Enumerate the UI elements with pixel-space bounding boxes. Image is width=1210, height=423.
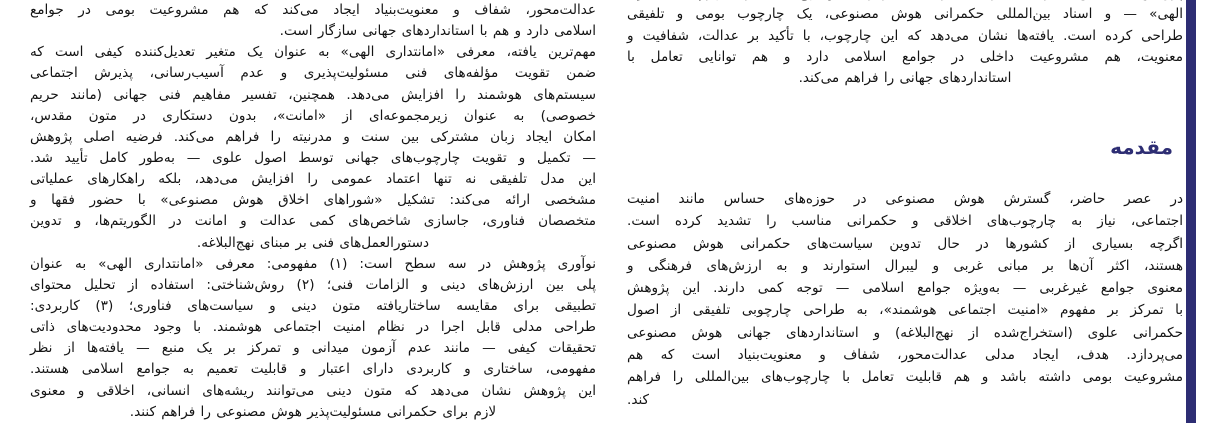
text-line: اسلامی دارد و هم با استانداردهای جهانی سازگار است.: [279, 23, 596, 40]
text-line: معنوی جوامع غیرغربی — به‌ویژه جوامع اسلامی — توجه کمی دارند. این پژوهش: [627, 280, 1183, 297]
text-line: کند.: [627, 391, 650, 408]
text-line: تطبیقی برای مقایسه ساختاریافته متون دینی و سیاست‌های فناوری؛ (۳) کاربردی:: [30, 297, 596, 314]
text-line: سیستم‌های هوشمند را افزایش می‌دهد. همچنین، تفسیر مفاهیم فنی جهانی (مانند حریم: [30, 86, 596, 103]
text-line: الهی» — و اسناد بین‌المللی حکمرانی هوش مصنوعی، یک چارچوب بومی و تلفیقی: [627, 6, 1183, 23]
text-line: با تمرکز بر مفهوم «امنیت اجتماعی هوشمند»، به طراحی چارچوبی تلفیقی از اصول: [627, 302, 1183, 319]
right-text-column: [627, 0, 1183, 423]
text-line: معنویت، هم مشروعیت داخلی در جوامع اسلامی دارد و هم توانایی تعامل با: [627, 48, 1183, 65]
text-line: می‌پردازد. هدف، ایجاد مدلی عدالت‌محور، شفاف و معنویت‌بنیاد است که هم: [627, 347, 1183, 364]
text-line: اجتماعی، نیاز به چارچوب‌های اخلاقی و حکمرانی مناسب را تشدید کرده است.: [627, 213, 1183, 230]
text-line: حکمرانی علوی (استخراج‌شده از نهج‌البلاغه) و استانداردهای جهانی هوش مصنوعی: [627, 324, 1183, 341]
text-line: تحقیقات کیفی — مانند عدم آزمون میدانی و تمرکز بر یک منبع — یافته‌ها از نظر: [30, 340, 596, 357]
text-line: مفهومی، ساختاری و کاربردی دارای اعتبار و قابلیت تعمیم به جوامع اسلامی هستند.: [30, 361, 596, 378]
text-line: خصوصی) به عنوان زیرمجموعه‌ای از «امانت»، بدون دستکاری در متون مقدس،: [30, 107, 596, 124]
text-line: اگرچه بسیاری از کشورها در حال تدوین سیاست‌های حکمرانی هوش مصنوعی: [627, 235, 1183, 252]
page-edge-bar: [1186, 0, 1196, 423]
text-line: امکان ایجاد زبان مشترکی بین سنت و مدرنیته را فراهم می‌کند. فرضیه اصلی پژوهش: [30, 128, 596, 145]
abstract-tail-block: [627, 0, 1183, 92]
section-heading: مقدمه: [1110, 135, 1173, 159]
text-line: پلی بین ارزش‌های دینی و الزامات فنی؛ (۲) روش‌شناختی: استفاده از تحلیل محتوای: [30, 276, 596, 293]
introduction-block: [627, 188, 1183, 411]
text-line: مشخصی ارائه می‌کند: تشکیل «شوراهای اخلاق هوش مصنوعی» با حضور فقها و: [30, 192, 596, 209]
text-line: لازم برای حکمرانی مسئولیت‌پذیر هوش مصنوعی را فراهم کنند.: [129, 403, 497, 420]
left-text-column: [30, 0, 596, 423]
text-line: نوآوری پژوهش در سه سطح است: (۱) مفهومی: معرفی «امانتداری الهی» به عنوان: [30, 255, 596, 272]
text-line: — تکمیل و تقویت چارچوب‌های جهانی توسط اصول علوی — به‌طور کامل تأیید شد.: [30, 149, 596, 166]
text-line: متخصصان فناوری، جاسازی شاخص‌های کمی عدالت و امانت در الگوریتم‌ها، و تدوین: [30, 213, 596, 230]
text-line: استانداردهای جهانی را فراهم می‌کند.: [798, 70, 1012, 87]
text-line: این پژوهش نشان می‌دهد که متون دینی می‌توانند ریشه‌های انسانی، اخلاقی و معنوی: [30, 382, 596, 399]
text-line: عدالت‌محور، شفاف و معنویت‌بنیاد ایجاد می‌کند که هم مشروعیت بومی در جوامع: [30, 2, 596, 18]
text-line: مشروعیت بومی داشته باشد و هم قابلیت تعامل با چارچوب‌های بین‌المللی را فراهم: [627, 369, 1183, 386]
text-line: در عصر حاضر، گسترش هوش مصنوعی در حوزه‌های حساس مانند امنیت: [627, 191, 1183, 207]
text-line: طراحی کرده است. یافته‌ها نشان می‌دهد که این چارچوب، با تأکید بر عدالت، شفافیت و: [627, 27, 1183, 44]
text-line: این مدل تلفیقی نه تنها اعتماد عمومی را افزایش می‌دهد، بلکه راهکارهای عملیاتی: [30, 171, 596, 188]
text-line: هستند، اکثر آن‌ها بر مبانی غربی و لیبرال استوارند و به ارزش‌های فرهنگی و: [627, 257, 1183, 274]
text-line: دستورالعمل‌های فنی بر مبنای نهج‌البلاغه.: [196, 234, 430, 251]
text-line: ضمن تقویت مؤلفه‌های فنی مسئولیت‌پذیری و عدم آسیب‌رسانی، پذیرش اجتماعی: [30, 65, 596, 82]
text-line: مهم‌ترین یافته، معرفی «امانتداری الهی» به عنوان یک متغیر تعدیل‌کننده کیفی است که: [30, 44, 596, 61]
text-line: طراحی مدلی قابل اجرا در نظام امنیت اجتماعی هوشمند. با وجود محدودیت‌های ذاتی: [30, 319, 596, 336]
